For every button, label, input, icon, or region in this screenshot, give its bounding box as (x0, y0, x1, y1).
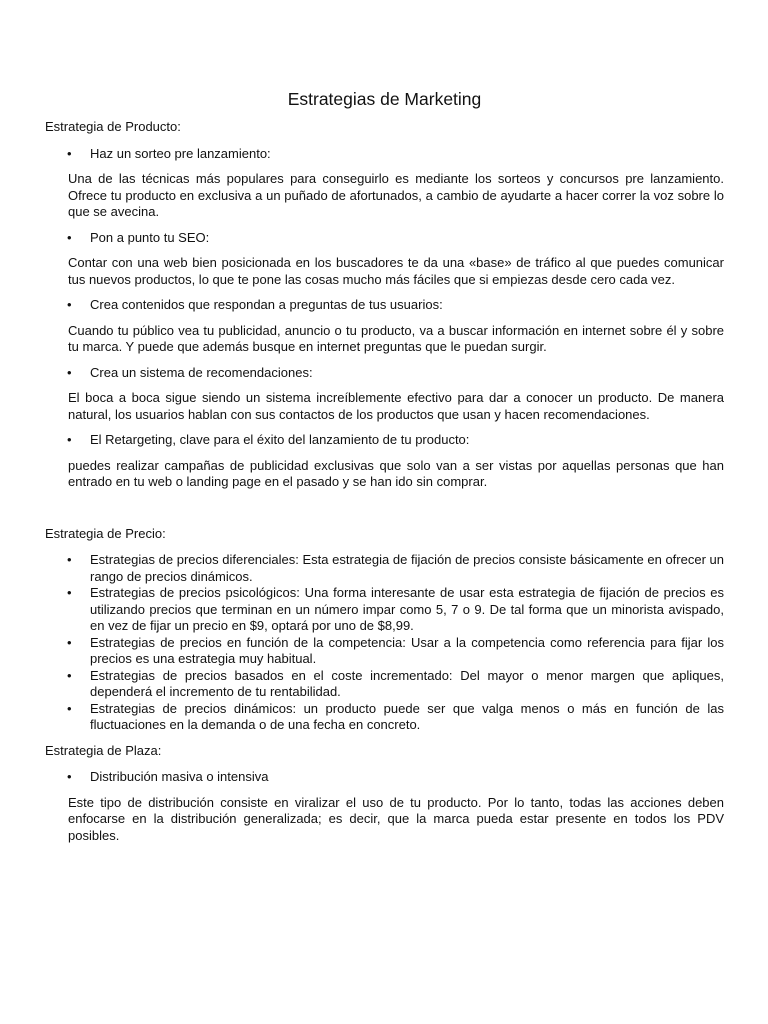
section-heading-precio: Estrategia de Precio: (45, 525, 166, 541)
list-item-precio-dinamicos: • Estrategias de precios dinámicos: un producto puede ser que valga menos o más en función de las fluctuaciones en la demanda o de una fecha en concreto. (45, 701, 724, 734)
section-producto (45, 119, 724, 491)
list-item-precio-diferenciales: • Estrategias de precios diferenciales: Esta estrategia de fijación de precios consiste básicamente en ofrecer un rango de precios dinámicos. (45, 552, 724, 585)
bullet-recomendaciones: • Crea un sistema de recomendaciones: (45, 365, 724, 382)
bullet-retargeting: • El Retargeting, clave para el éxito del lanzamiento de tu producto: (45, 432, 724, 449)
paragraph-contenidos: Cuando tu público vea tu publicidad, anuncio o tu producto, va a buscar información en internet sobre él y sobre tu marca. Y puede que además busque en internet preguntas que le puedan surgir. (68, 322, 724, 354)
paragraph-distribucion: Este tipo de distribución consiste en viralizar el uso de tu producto. Por lo tanto, todas las acciones deben enfocarse en la distribución generalizada; es decir, que la marca pueda estar presente en todos los PDV posibles. (68, 794, 724, 843)
bullet-distribucion: • Distribución masiva o intensiva (45, 769, 724, 786)
section-plaza (45, 743, 724, 845)
precio-list (45, 552, 724, 734)
bullet-sorteo: • Haz un sorteo pre lanzamiento: (45, 146, 724, 163)
document-title: Estrategias de Marketing (287, 89, 482, 109)
paragraph-retargeting: puedes realizar campañas de publicidad exclusivas que solo van a ser vistas por aquellas personas que han entrado en tu web o landing page en el pasado y se han ido sin comprar. (68, 457, 724, 489)
section-spacer (45, 500, 724, 526)
section-heading-producto: Estrategia de Producto: (45, 119, 181, 134)
list-item-precio-psicologicos: • Estrategias de precios psicológicos: Una forma interesante de usar esta estrategia de fijación de precios es utilizando precios que terminan en un número impar como 5, 7 o 9. De tal forma que un minorista avispado, en vez de fijar un precio en $9, optará por uno de $8,99. (45, 585, 724, 635)
section-heading-plaza: Estrategia de Plaza: (45, 742, 162, 758)
list-item-precio-competencia: • Estrategias de precios en función de la competencia: Usar a la competencia como referencia para fijar los precios es una estrategia muy habitual. (45, 635, 724, 668)
list-item-precio-coste: • Estrategias de precios basados en el coste incrementado: Del mayor o menor margen que apliques, dependerá el incremento de tu rentabilidad. (45, 668, 724, 701)
paragraph-seo: Contar con una web bien posicionada en los buscadores te da una «base» de tráfico al que puedes comunicar tus nuevos productos, lo que te pone las cosas mucho más fáciles que si empiezas desde cero cada vez. (68, 255, 724, 287)
paragraph-recomendaciones: El boca a boca sigue siendo un sistema increíblemente efectivo para dar a conocer un producto. De manera natural, los usuarios hablan con sus contactos de los productos que usan y hacen recomendaciones. (68, 390, 724, 422)
bullet-seo: • Pon a punto tu SEO: (45, 230, 724, 247)
paragraph-sorteo: Una de las técnicas más populares para conseguirlo es mediante los sorteos y concursos pre lanzamiento. Ofrece tu producto en exclusiva a un puñado de afortunados, a cambio de ayudarte a hacer correr la voz sobre lo que se avecina. (68, 171, 724, 219)
section-precio (45, 526, 724, 734)
bullet-contenidos: • Crea contenidos que respondan a preguntas de tus usuarios: (45, 297, 724, 314)
